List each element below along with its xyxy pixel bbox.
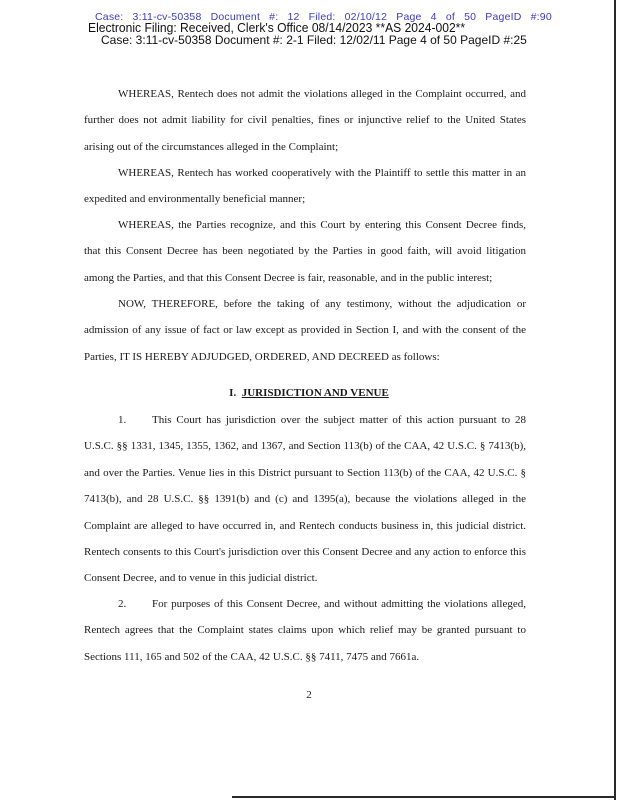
page-number: 2	[306, 689, 312, 701]
item-2-number: 2.	[118, 598, 127, 610]
efiling-stamp: Electronic Filing: Received, Clerk's Office 08/14/2023 **AS 2024-002**	[88, 20, 466, 35]
paragraph-item-2	[84, 591, 526, 670]
case-stamp: Case: 3:11-cv-50358 Document #: 2-1 Filed: 12/02/11 Page 4 of 50 PageID #:25	[101, 33, 527, 47]
paragraph-whereas-recognize: WHEREAS, the Parties recognize, and this Court by entering this Consent Decree finds, that this Consent Decree has been negotiated by the Parties in good faith, will avoid litigation among the Parties, and that this Consent Decree is fair, reasonable, and in the public interest;	[84, 219, 526, 284]
paragraph-whereas-cooperative: WHEREAS, Rentech has worked cooperatively with the Plaintiff to settle this matter in an expedited and environmentally beneficial manner;	[84, 167, 526, 206]
item-1-text: This Court has jurisdiction over the subject matter of this action pursuant to 28 U.S.C. §§ 1331, 1345, 1355, 1362, and 1367, and Section 113(b) of the CAA, 42 U.S.C. § 7413(b), and over the Parties. Venue lies in this District pursuant to Section 113(b) of the CAA, 42 U.S.C. § 7413(b), and 28 U.S.C. §§ 1391(b) and (c) and 1395(a), because the violations alleged in the Complaint are alleged to have occurred in, and Rentech conducts business in, this judicial district. Rentech consents to this Court's jurisdiction over this Consent Decree and any action to enforce this Consent Decree, and to venue in this judicial district.	[84, 414, 526, 585]
section-heading	[0, 387, 618, 399]
paragraph-now-therefore: NOW, THEREFORE, before the taking of any testimony, without the adjudication or admission of any issue of fact or law except as provided in Section I, and with the consent of the Parties, IT IS HEREBY ADJUDGED, ORDERED, AND DECREED as follows:	[84, 298, 526, 363]
filed-stamp: Case: 3:11-cv-50358 Document #: 12 Filed: 02/10/12 Page 4 of 50 PageID #:90	[95, 11, 552, 23]
scan-edge-bottom	[232, 796, 614, 798]
section-title: JURISDICTION AND VENUE	[241, 387, 389, 399]
section-number: I.	[229, 387, 237, 399]
item-2-text: For purposes of this Consent Decree, and without admitting the violations alleged, Rentech agrees that the Complaint states claims upon which relief may be granted pursuant to Sections 111, 165 and 502 of the CAA, 42 U.S.C. §§ 7411, 7475 and 7661a.	[84, 598, 526, 663]
paragraph-item-1	[84, 407, 526, 592]
scan-edge-right	[614, 0, 616, 800]
paragraph-whereas-admit: WHEREAS, Rentech does not admit the violations alleged in the Complaint occurred, and further does not admit liability for civil penalties, fines or injunctive relief to the United States arising out of the circumstances alleged in the Complaint;	[84, 88, 526, 153]
item-1-number: 1.	[118, 414, 127, 426]
